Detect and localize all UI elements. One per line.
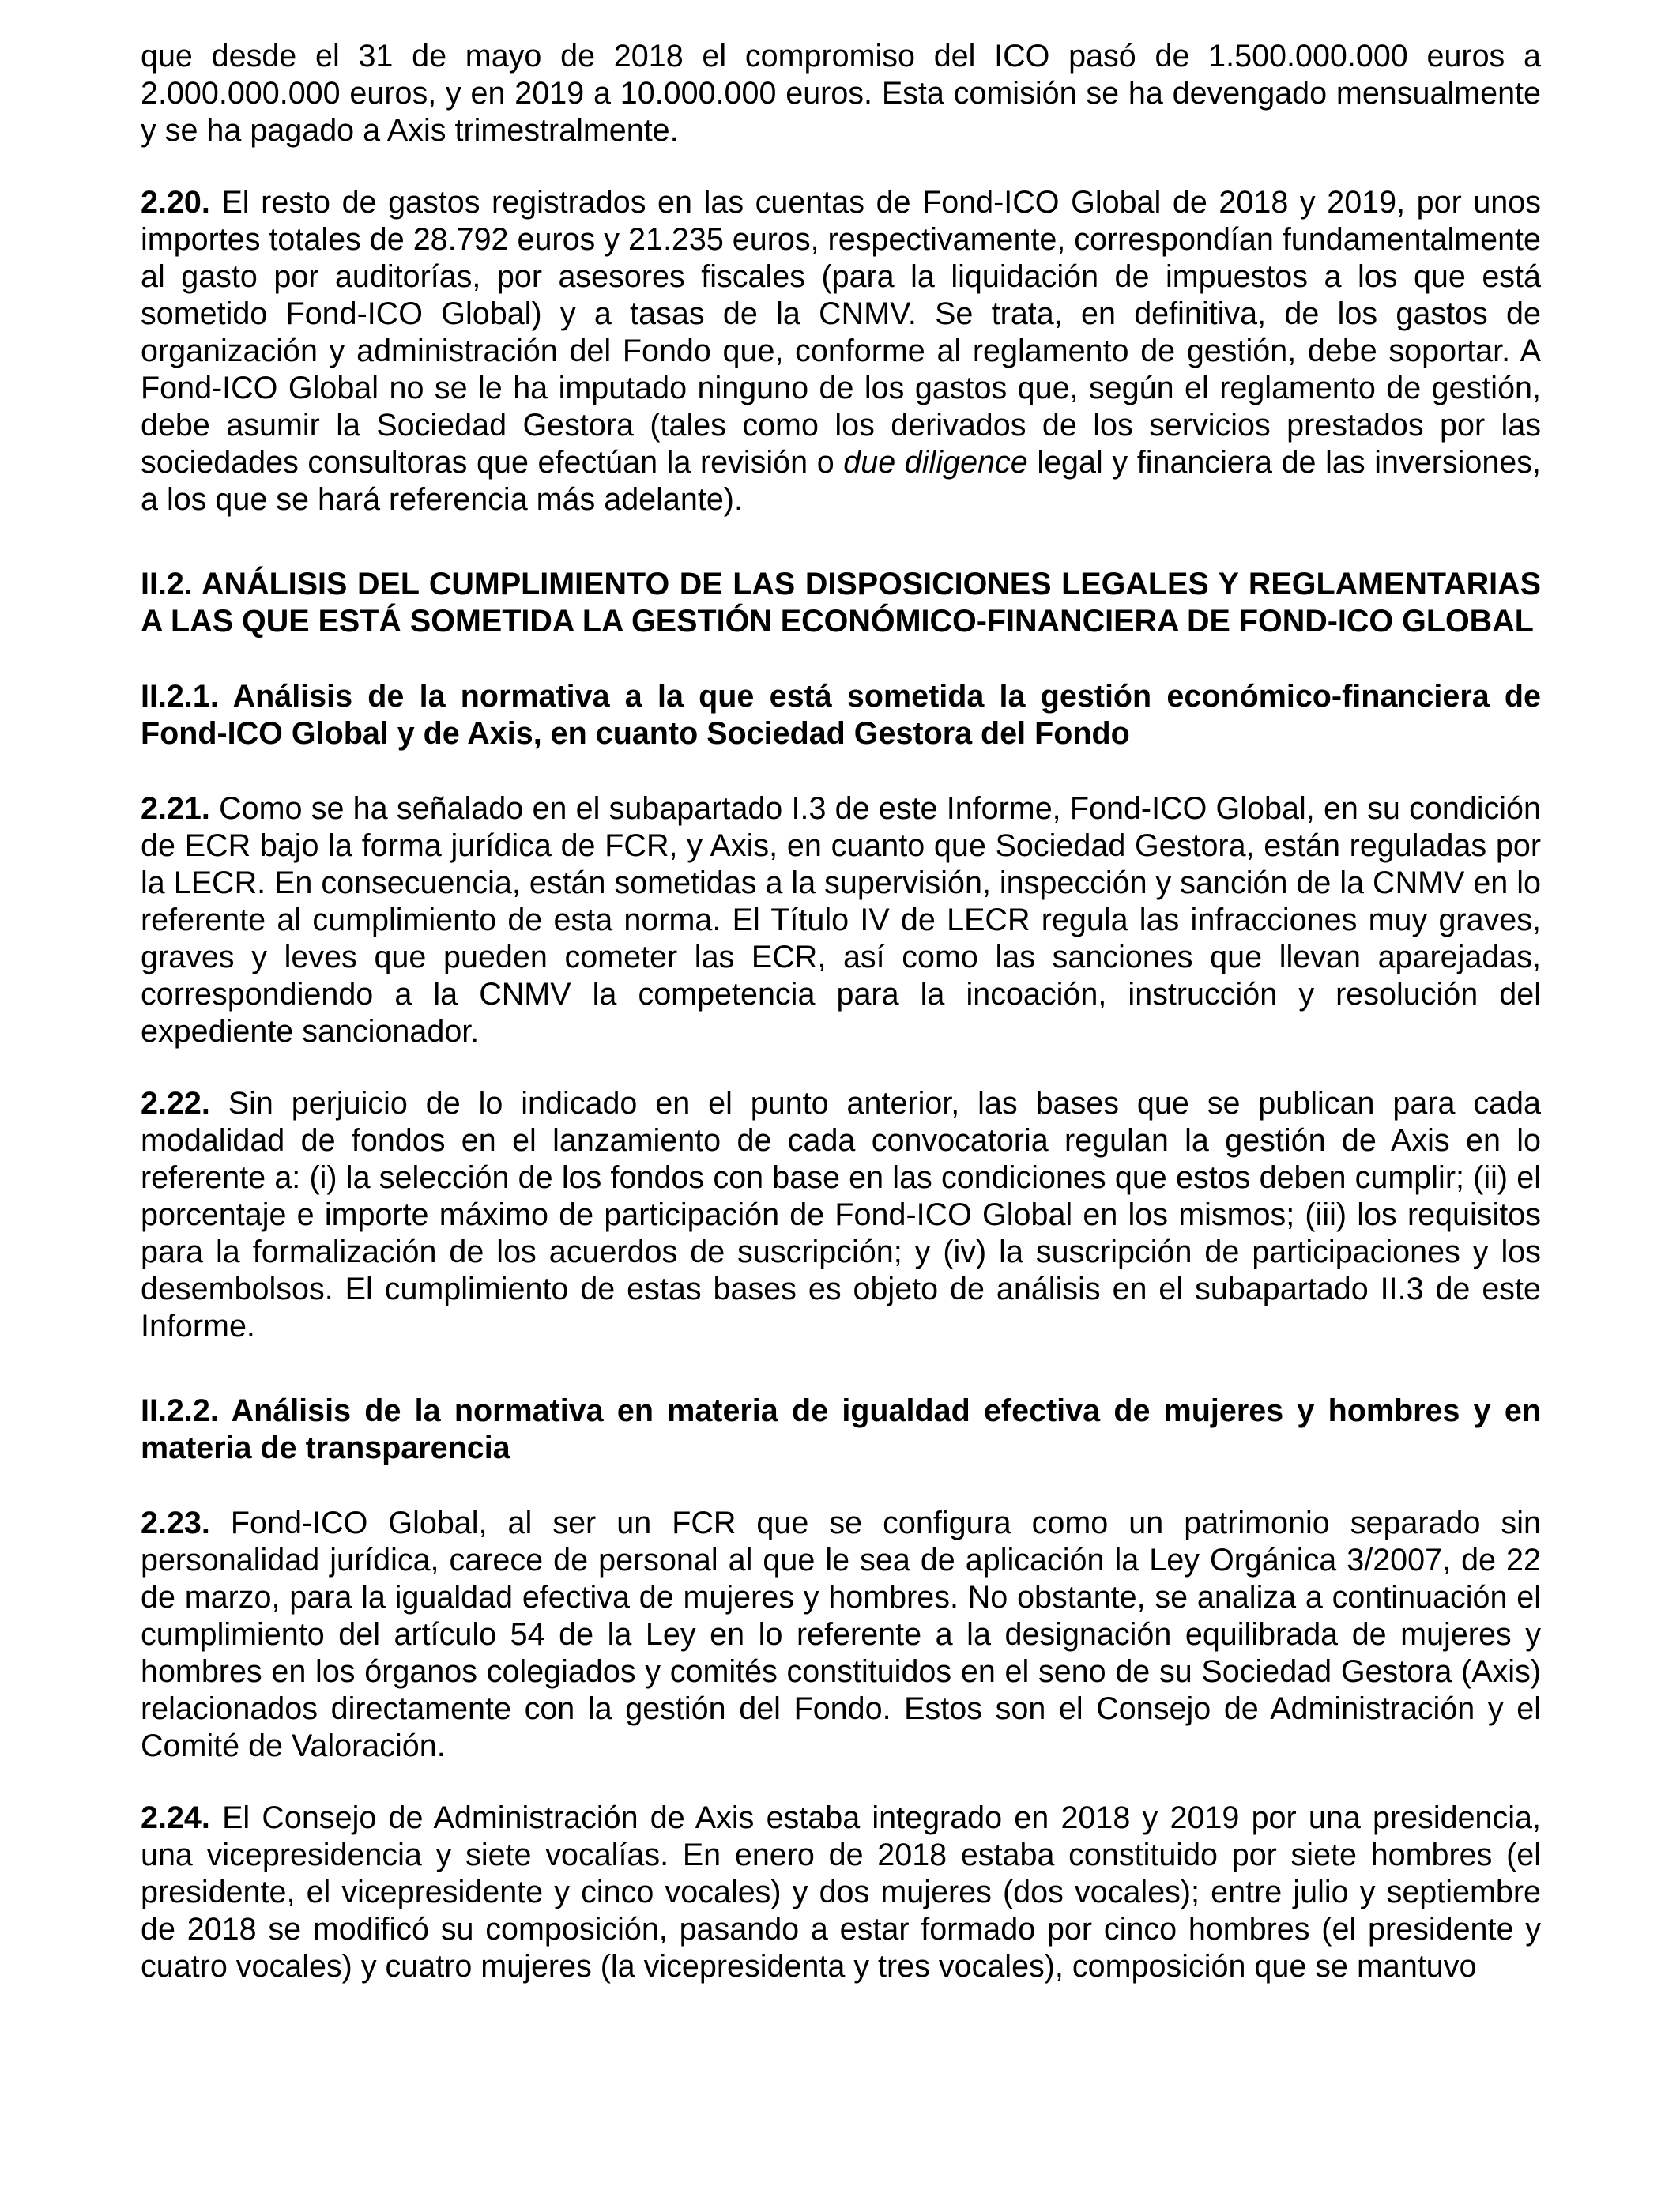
paragraph-2-22 [141,1085,1541,1345]
spacer [141,1765,1541,1800]
subsection-heading-ii22: II.2.2. Análisis de la normativa en materia de igualdad efectiva de mujeres y hombres y en materia de transparencia [141,1393,1541,1465]
paragraph-text: El Consejo de Administración de Axis estaba integrado en 2018 y 2019 por una presidencia, una vicepresidencia y siete vocalías. En enero de 2018 estaba constituido por siete hombres (el presidente, el vicepresidente y cinco vocales) y dos mujeres (dos vocales); entre julio y septiembre de 2018 se modificó su composición, pasando a estar formado por cinco hombres (el presidente y cuatro vocales) y cuatro mujeres (la vicepresidenta y tres vocales), composición que se mantuvo [141,1800,1541,1984]
paragraph-continuation [141,38,1541,149]
paragraph-2-23 [141,1505,1541,1765]
paragraph-2-20 [141,184,1541,518]
italic-term: due diligence [843,445,1028,480]
paragraph-number: 2.22. [141,1086,210,1121]
spacer [141,752,1541,790]
paragraph-text: El resto de gastos registrados en las cuentas de Fond-ICO Global de 2018 y 2019, por unos importes totales de 28.792 euros y 21.235 euros, respectivamente, correspondían fundamentalmente al gasto por auditorías, por asesores fiscales (para la liquidación de impuestos a los que está sometido Fond-ICO Global) y a tasas de la CNMV. Se trata, en definitiva, de los gastos de organización y administración del Fondo que, conforme al reglamento de gestión, debe soportar. A Fond-ICO Global no se le ha imputado ninguno de los gastos que, según el reglamento de gestión, debe asumir la Sociedad Gestora (tales como los derivados de los servicios prestados por las sociedades consultoras que efectúan la revisión o [141,185,1541,480]
spacer [141,1050,1541,1085]
paragraph-2-21 [141,790,1541,1050]
paragraph-text: que desde el 31 de mayo de 2018 el compromiso del ICO pasó de 1.500.000.000 euros a 2.000.000.000 euros, y en 2019 a 10.000.000 euros. Esta comisión se ha devengado mensualmente y se ha pagado a Axis trimestralmente. [141,39,1541,148]
paragraph-text: Fond-ICO Global, al ser un FCR que se configura como un patrimonio separado sin personalidad jurídica, carece de personal al que le sea de aplicación la Ley Orgánica 3/2007, de 22 de marzo, para la igualdad efectiva de mujeres y hombres. No obstante, se analiza a continuación el cumplimiento del artículo 54 de la Ley en lo referente a la designación equilibrada de mujeres y hombres en los órganos colegiados y comités constituidos en el seno de su Sociedad Gestora (Axis) relacionados directamente con la gestión del Fondo. Estos son el Consejo de Administración y el Comité de Valoración. [141,1506,1541,1763]
paragraph-text: Como se ha señalado en el subapartado I.3 de este Informe, Fond-ICO Global, en su condición de ECR bajo la forma jurídica de FCR, y Axis, en cuanto que Sociedad Gestora, están reguladas por la LECR. En consecuencia, están sometidas a la supervisión, inspección y sanción de la CNMV en lo referente al cumplimiento de esta norma. El Título IV de LECR regula las infracciones muy graves, graves y leves que pueden cometer las ECR, así como las sanciones que llevan aparejadas, correspondiendo a la CNMV la competencia para la incoación, instrucción y resolución del expediente sancionador. [141,791,1541,1049]
spacer [141,640,1541,678]
paragraph-number: 2.20. [141,185,210,220]
spacer [141,149,1541,184]
paragraph-number: 2.21. [141,791,210,826]
document-page [141,38,1541,1985]
paragraph-number: 2.23. [141,1506,210,1540]
paragraph-2-24 [141,1800,1541,1985]
spacer [141,1467,1541,1505]
paragraph-text: Sin perjuicio de lo indicado en el punto anterior, las bases que se publican para cada modalidad de fondos en el lanzamiento de cada convocatoria regulan la gestión de Axis en lo referente a: (i) la selección de los fondos con base en las condiciones que estos deben cumplir; (ii) el porcentaje e importe máximo de participación de Fond-ICO Global en los mismos; (iii) los requisitos para la formalización de los acuerdos de suscripción; y (iv) la suscripción de participaciones y los desembolsos. El cumplimiento de estas bases es objeto de análisis en el subapartado II.3 de este Informe. [141,1086,1541,1344]
paragraph-number: 2.24. [141,1800,210,1835]
section-heading-ii2: II.2. ANÁLISIS DEL CUMPLIMIENTO DE LAS DISPOSICIONES LEGALES Y REGLAMENTARIAS A LAS QUE ESTÁ SOMETIDA LA GESTIÓN ECONÓMICO-FINANCIERA DE FOND-ICO GLOBAL [141,567,1541,639]
paragraph-text: legal y financiera de las inversiones, a los que se hará referencia más adelante). [141,445,1541,517]
subsection-heading-ii21: II.2.1. Análisis de la normativa a la que está sometida la gestión económico-financiera de Fond-ICO Global y de Axis, en cuanto Sociedad Gestora del Fondo [141,679,1541,751]
spacer [141,1345,1541,1393]
spacer [141,518,1541,566]
